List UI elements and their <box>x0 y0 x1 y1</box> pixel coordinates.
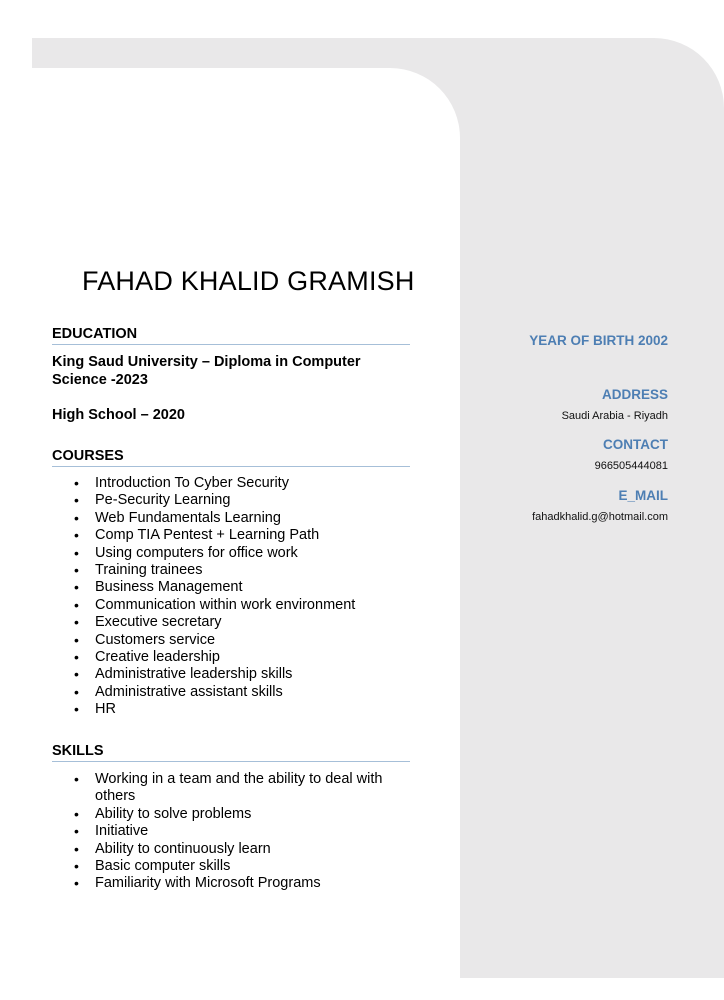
address-heading: ADDRESS <box>601 387 668 402</box>
list-item: • Initiative <box>52 823 410 840</box>
list-item: • Ability to continuously learn <box>52 841 410 858</box>
list-item: • Introduction To Cyber Security <box>52 475 410 492</box>
email-heading: E_MAIL <box>618 488 668 503</box>
list-item: • HR <box>52 701 410 718</box>
year-of-birth: YEAR OF BIRTH 2002 <box>529 333 668 348</box>
list-item: • Working in a team and the ability to deal with others <box>52 771 395 806</box>
courses-list <box>52 475 410 719</box>
list-item: • Creative leadership <box>52 649 410 666</box>
contact-heading: CONTACT <box>603 437 668 452</box>
resume-name: FAHAD KHALID GRAMISH <box>82 266 415 296</box>
email-value[interactable]: fahadkhalid.g@hotmail.com <box>532 511 668 523</box>
education-section <box>52 326 410 424</box>
phone-value: 966505444081 <box>594 460 668 472</box>
list-item: • Business Management <box>52 579 410 596</box>
education-entry-high-school: High School – 2020 <box>52 407 185 423</box>
list-item: • Customers service <box>52 632 410 649</box>
list-item: • Comp TIA Pentest + Learning Path <box>52 527 410 544</box>
list-item: • Training trainees <box>52 562 410 579</box>
list-item: • Familiarity with Microsoft Programs <box>52 875 410 892</box>
list-item: • Pe-Security Learning <box>52 492 410 509</box>
education-entry-university: King Saud University – Diploma in Computer Science -2023 <box>52 354 361 388</box>
list-item: • Web Fundamentals Learning <box>52 510 410 527</box>
courses-heading: COURSES <box>52 448 410 467</box>
sidebar-bottom <box>460 940 724 978</box>
skills-heading: SKILLS <box>52 743 410 762</box>
courses-section <box>52 448 410 719</box>
list-item: • Executive secretary <box>52 614 410 631</box>
list-item: • Basic computer skills <box>52 858 410 875</box>
list-item: • Administrative assistant skills <box>52 684 410 701</box>
list-item: • Ability to solve problems <box>52 806 410 823</box>
list-item: • Administrative leadership skills <box>52 666 410 683</box>
list-item: • Communication within work environment <box>52 597 410 614</box>
education-heading: EDUCATION <box>52 326 410 345</box>
address-value: Saudi Arabia - Riyadh <box>561 410 668 422</box>
skills-section <box>52 743 410 893</box>
skills-list <box>52 771 410 893</box>
page-bottom-margin <box>0 978 724 1000</box>
list-item: • Using computers for office work <box>52 545 410 562</box>
